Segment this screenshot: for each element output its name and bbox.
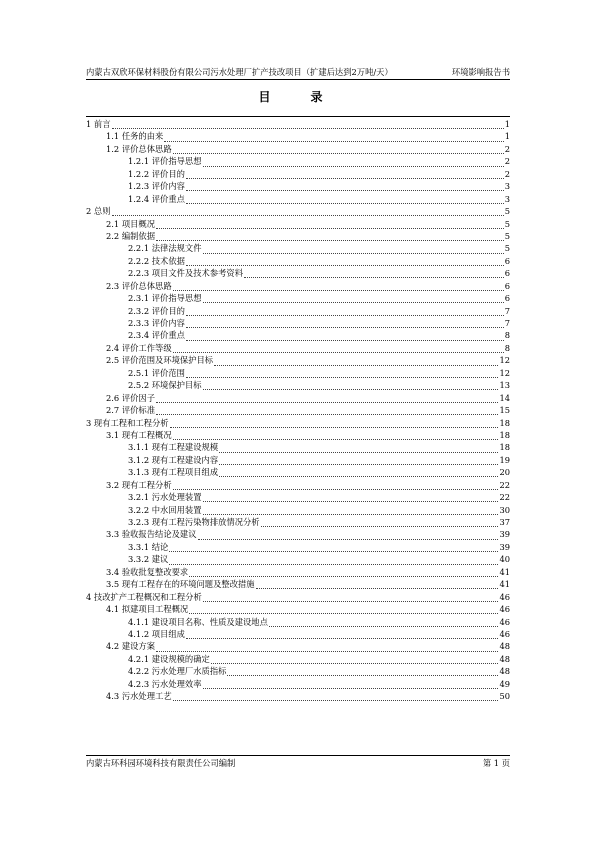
toc-entry-page: 1: [504, 119, 510, 129]
toc-entry-page: 22: [499, 479, 510, 490]
toc-entry-label: 2.5 评价范围及环境保护目标: [106, 355, 214, 366]
toc-entry-page: 3: [504, 193, 510, 204]
toc-entry-label: 3.2.1 污水处理装置: [128, 492, 202, 503]
toc-dot-leader: [203, 295, 504, 303]
toc-heading: 目 录: [258, 90, 337, 104]
toc-entry-label: 3.1.2 现有工程建设内容: [128, 454, 219, 465]
toc-entry[interactable]: [86, 205, 510, 217]
toc-entry[interactable]: [86, 441, 510, 453]
toc-entry[interactable]: [86, 292, 510, 304]
toc-dot-leader: [173, 146, 504, 154]
footer-compiler: 内蒙古环科园环境科技有限责任公司编制: [86, 758, 236, 768]
toc-dot-leader: [173, 345, 504, 353]
toc-dot-leader: [189, 606, 498, 614]
toc-entry[interactable]: [86, 616, 510, 628]
toc-entry-page: 2: [504, 168, 510, 179]
toc-dot-leader: [173, 283, 504, 291]
toc-dot-leader: [186, 320, 504, 328]
toc-entry-page: 15: [499, 405, 510, 416]
toc-dot-leader: [219, 457, 498, 465]
toc-entry[interactable]: [86, 528, 510, 540]
toc-dot-leader: [214, 358, 498, 366]
toc-dot-leader: [186, 183, 504, 191]
toc-entry-label: 3.1 现有工程概况: [106, 429, 172, 440]
toc-dot-leader: [186, 333, 504, 341]
toc-dot-leader: [219, 445, 498, 453]
toc-dot-leader: [156, 233, 504, 241]
toc-entry-label: 1.2 评价总体思路: [106, 143, 172, 154]
toc-entry-page: 41: [499, 566, 510, 577]
footer-page-number: 第 1 页: [482, 758, 510, 768]
toc-entry-label: 2.2.3 项目文件及技术参考资料: [128, 268, 244, 279]
toc-entry[interactable]: [86, 454, 510, 466]
toc-entry-label: 3.3 验收报告结论及建议: [106, 529, 197, 540]
toc-entry-page: 5: [504, 243, 510, 254]
toc-entry-label: 4.1.1 建设项目名称、性质及建设地点: [128, 616, 268, 627]
toc-dot-leader: [227, 668, 498, 676]
toc-dot-leader: [186, 171, 504, 179]
header-project-title: 内蒙古双欣环保材料股份有限公司污水处理厂扩产技改项目（扩建后达到2万吨/天）: [86, 67, 393, 77]
toc-entry-page: 3: [504, 181, 510, 192]
toc-entry-label: 3.1.1 现有工程建设规模: [128, 442, 219, 453]
toc-entry-label: 2 总则: [86, 206, 111, 217]
toc-dot-leader: [156, 644, 498, 652]
toc-entry[interactable]: [86, 504, 510, 516]
toc-entry-page: 46: [499, 604, 510, 615]
toc-entry[interactable]: [86, 193, 510, 205]
toc-entry-label: 3.4 验收批复整改要求: [106, 566, 189, 577]
toc-dot-leader: [186, 196, 504, 204]
toc-entry-page: 18: [499, 429, 510, 440]
toc-entry-label: 2.3 评价总体思路: [106, 280, 172, 291]
toc-dot-leader: [219, 469, 498, 477]
toc-dot-leader: [261, 519, 499, 527]
toc-entry[interactable]: [86, 218, 510, 230]
toc-entry[interactable]: [86, 354, 510, 366]
toc-entry-page: 49: [499, 678, 510, 689]
toc-entry[interactable]: [86, 230, 510, 242]
toc-entry-label: 3.5 现有工程存在的环境问题及整改措施: [106, 579, 255, 590]
toc-dot-leader: [170, 420, 499, 428]
toc-dot-leader: [169, 557, 498, 565]
toc-entry[interactable]: [86, 603, 510, 615]
toc-entry-page: 37: [499, 517, 510, 527]
toc-entry-page: 46: [499, 591, 510, 602]
toc-entry-page: 8: [504, 342, 510, 353]
toc-entry[interactable]: [86, 143, 510, 155]
toc-dot-leader: [173, 482, 499, 490]
toc-entry-page: 39: [499, 541, 510, 552]
toc-entry-label: 2.4 评价工作等级: [106, 342, 172, 353]
toc-dot-leader: [211, 656, 499, 664]
toc-entry-page: 39: [499, 529, 510, 540]
toc-entry-label: 3.2.2 中水回用装置: [128, 504, 202, 515]
toc-entry-page: 18: [499, 442, 510, 453]
toc-entry-label: 4.2.3 污水处理效率: [128, 678, 202, 689]
toc-entry-label: 3.3.2 建议: [128, 554, 169, 565]
toc-dot-leader: [186, 258, 504, 266]
toc-dot-leader: [203, 494, 499, 502]
toc-entry[interactable]: [86, 491, 510, 503]
toc-entry[interactable]: [86, 180, 510, 192]
toc-entry-label: 2.3.1 评价指导思想: [128, 293, 202, 304]
toc-dot-leader: [203, 246, 504, 254]
toc-entry-page: 40: [499, 554, 510, 565]
toc-dot-leader: [203, 159, 504, 167]
toc-entry-label: 3.1.3 现有工程项目组成: [128, 467, 219, 478]
toc-dot-leader: [169, 544, 498, 552]
toc-dot-leader: [269, 619, 499, 627]
toc-dot-leader: [173, 693, 499, 701]
toc-entry-label: 2.6 评价因子: [106, 392, 156, 403]
toc-entry[interactable]: [86, 329, 510, 341]
toc-entry-label: 4.2.2 污水处理厂水质指标: [128, 666, 227, 677]
toc-entry-label: 2.2 编制依据: [106, 230, 156, 241]
toc-entry-label: 4.1 拟建项目工程概况: [106, 604, 189, 615]
toc-dot-leader: [156, 395, 498, 403]
toc-entry-page: 41: [499, 579, 510, 590]
toc-entry-label: 2.5.2 环境保护目标: [128, 380, 202, 391]
toc-entry[interactable]: [86, 429, 510, 441]
toc-entry[interactable]: [86, 168, 510, 180]
toc-entry-page: 2: [504, 156, 510, 167]
toc-entry[interactable]: [86, 653, 510, 665]
toc-entry-label: 1.2.4 评价重点: [128, 193, 185, 204]
toc-entry-label: 1.2.1 评价指导思想: [128, 156, 202, 167]
toc-dot-leader: [203, 382, 499, 390]
toc-entry[interactable]: [86, 417, 510, 429]
toc-dot-leader: [256, 581, 499, 589]
page-header: [86, 65, 510, 80]
toc-dot-leader: [244, 270, 504, 278]
toc-dot-leader: [112, 121, 504, 129]
toc-entry[interactable]: [86, 690, 510, 702]
toc-entry[interactable]: [86, 130, 510, 142]
toc-entry-label: 1 前言: [86, 119, 111, 129]
toc-entry-page: 14: [499, 392, 510, 403]
toc-dot-leader: [156, 221, 504, 229]
toc-entry[interactable]: [86, 255, 510, 267]
footer-divider: [86, 755, 510, 756]
toc-dot-leader: [203, 594, 499, 602]
toc-entry-page: 20: [499, 467, 510, 478]
toc-dot-leader: [198, 532, 499, 540]
toc-entry-page: 6: [504, 255, 510, 266]
toc-entry-label: 2.7 评价标准: [106, 405, 156, 416]
toc-entry[interactable]: [86, 392, 510, 404]
toc-entry[interactable]: [86, 628, 510, 640]
toc-entry[interactable]: [86, 466, 510, 478]
toc-entry-label: 2.3.3 评价内容: [128, 318, 185, 328]
toc-entry[interactable]: [86, 242, 510, 254]
toc-entry-page: 13: [499, 380, 510, 391]
toc-entry-label: 3.2 现有工程分析: [106, 479, 172, 490]
toc-entry[interactable]: [86, 404, 510, 416]
toc-entry[interactable]: [86, 640, 510, 652]
toc-dot-leader: [186, 631, 499, 639]
toc-entry-label: 3 现有工程和工程分析: [86, 417, 169, 428]
toc-entry[interactable]: [86, 367, 510, 379]
toc-entry[interactable]: [86, 541, 510, 553]
toc-entry-page: 5: [504, 230, 510, 241]
toc-entry-page: 2: [504, 143, 510, 154]
toc-entry-page: 12: [499, 367, 510, 378]
toc-dot-leader: [203, 681, 499, 689]
toc-dot-leader: [186, 370, 499, 378]
toc-entry-page: 22: [499, 492, 510, 503]
toc-entry-page: 19: [499, 454, 510, 465]
toc-entry-page: 8: [504, 330, 510, 341]
toc-entry-page: 48: [499, 653, 510, 664]
toc-entry-page: 7: [504, 318, 510, 328]
toc-entry-label: 4.3 污水处理工艺: [106, 691, 172, 702]
toc-entry[interactable]: [86, 566, 510, 578]
toc-entry[interactable]: [86, 516, 510, 528]
toc-entry[interactable]: [86, 379, 510, 391]
toc-entry-label: 4.1.2 项目组成: [128, 628, 185, 639]
toc-entry-page: 5: [504, 218, 510, 229]
toc-entry[interactable]: [86, 155, 510, 167]
toc-entry[interactable]: [86, 578, 510, 590]
toc-entry-page: 46: [499, 616, 510, 627]
toc-entry[interactable]: [86, 678, 510, 690]
toc-dot-leader: [164, 134, 503, 142]
toc-entry-label: 2.1 项目概况: [106, 218, 156, 229]
toc-entry[interactable]: [86, 267, 510, 279]
header-document-type: 环境影响报告书: [451, 67, 510, 77]
toc-entry-page: 12: [499, 355, 510, 366]
toc-entry-page: 48: [499, 641, 510, 652]
toc-entry-page: 5: [504, 206, 510, 217]
toc-dot-leader: [186, 308, 504, 316]
toc-entry-label: 1.2.3 评价内容: [128, 181, 185, 192]
toc-entry[interactable]: [86, 342, 510, 354]
toc-entry-label: 4.2 建设方案: [106, 641, 156, 652]
toc-entry-page: 50: [499, 691, 510, 702]
toc-entry[interactable]: [86, 317, 510, 329]
toc-entry-page: 6: [504, 280, 510, 291]
page-footer: [86, 757, 510, 769]
toc-dot-leader: [112, 208, 504, 216]
toc-entry-page: 18: [499, 417, 510, 428]
toc-dot-leader: [173, 432, 499, 440]
toc-entry-label: 2.5.1 评价范围: [128, 367, 185, 378]
table-of-contents: [86, 118, 510, 703]
toc-entry[interactable]: [86, 280, 510, 292]
toc-entry-label: 2.2.1 法律法规文件: [128, 243, 202, 254]
toc-entry[interactable]: [86, 553, 510, 565]
toc-entry-label: 3.3.1 结论: [128, 541, 169, 552]
toc-entry-label: 2.2.2 技术依据: [128, 255, 185, 266]
toc-entry-page: 30: [499, 504, 510, 515]
toc-entry[interactable]: [86, 665, 510, 677]
toc-entry-page: 7: [504, 305, 510, 316]
toc-entry-page: 48: [499, 666, 510, 677]
toc-dot-leader: [156, 407, 498, 415]
toc-entry[interactable]: [86, 118, 510, 130]
toc-entry-label: 2.3.2 评价目的: [128, 305, 185, 316]
toc-divider: [86, 116, 510, 117]
toc-dot-leader: [189, 569, 498, 577]
toc-entry-label: 3.2.3 现有工程污染物排放情况分析: [128, 517, 260, 527]
toc-entry-label: 4 技改扩产工程概况和工程分析: [86, 591, 202, 602]
toc-entry-page: 46: [499, 628, 510, 639]
toc-entry[interactable]: [86, 305, 510, 317]
toc-entry-page: 6: [504, 293, 510, 304]
toc-entry-label: 4.2.1 建设规模的确定: [128, 653, 210, 664]
toc-entry-label: 1.2.2 评价目的: [128, 168, 185, 179]
toc-entry[interactable]: [86, 479, 510, 491]
toc-entry-label: 1.1 任务的由来: [106, 131, 164, 142]
toc-entry[interactable]: [86, 591, 510, 603]
toc-entry-page: 6: [504, 268, 510, 279]
toc-entry-label: 2.3.4 评价重点: [128, 330, 185, 341]
toc-entry-page: 1: [504, 131, 510, 142]
toc-dot-leader: [203, 507, 499, 515]
